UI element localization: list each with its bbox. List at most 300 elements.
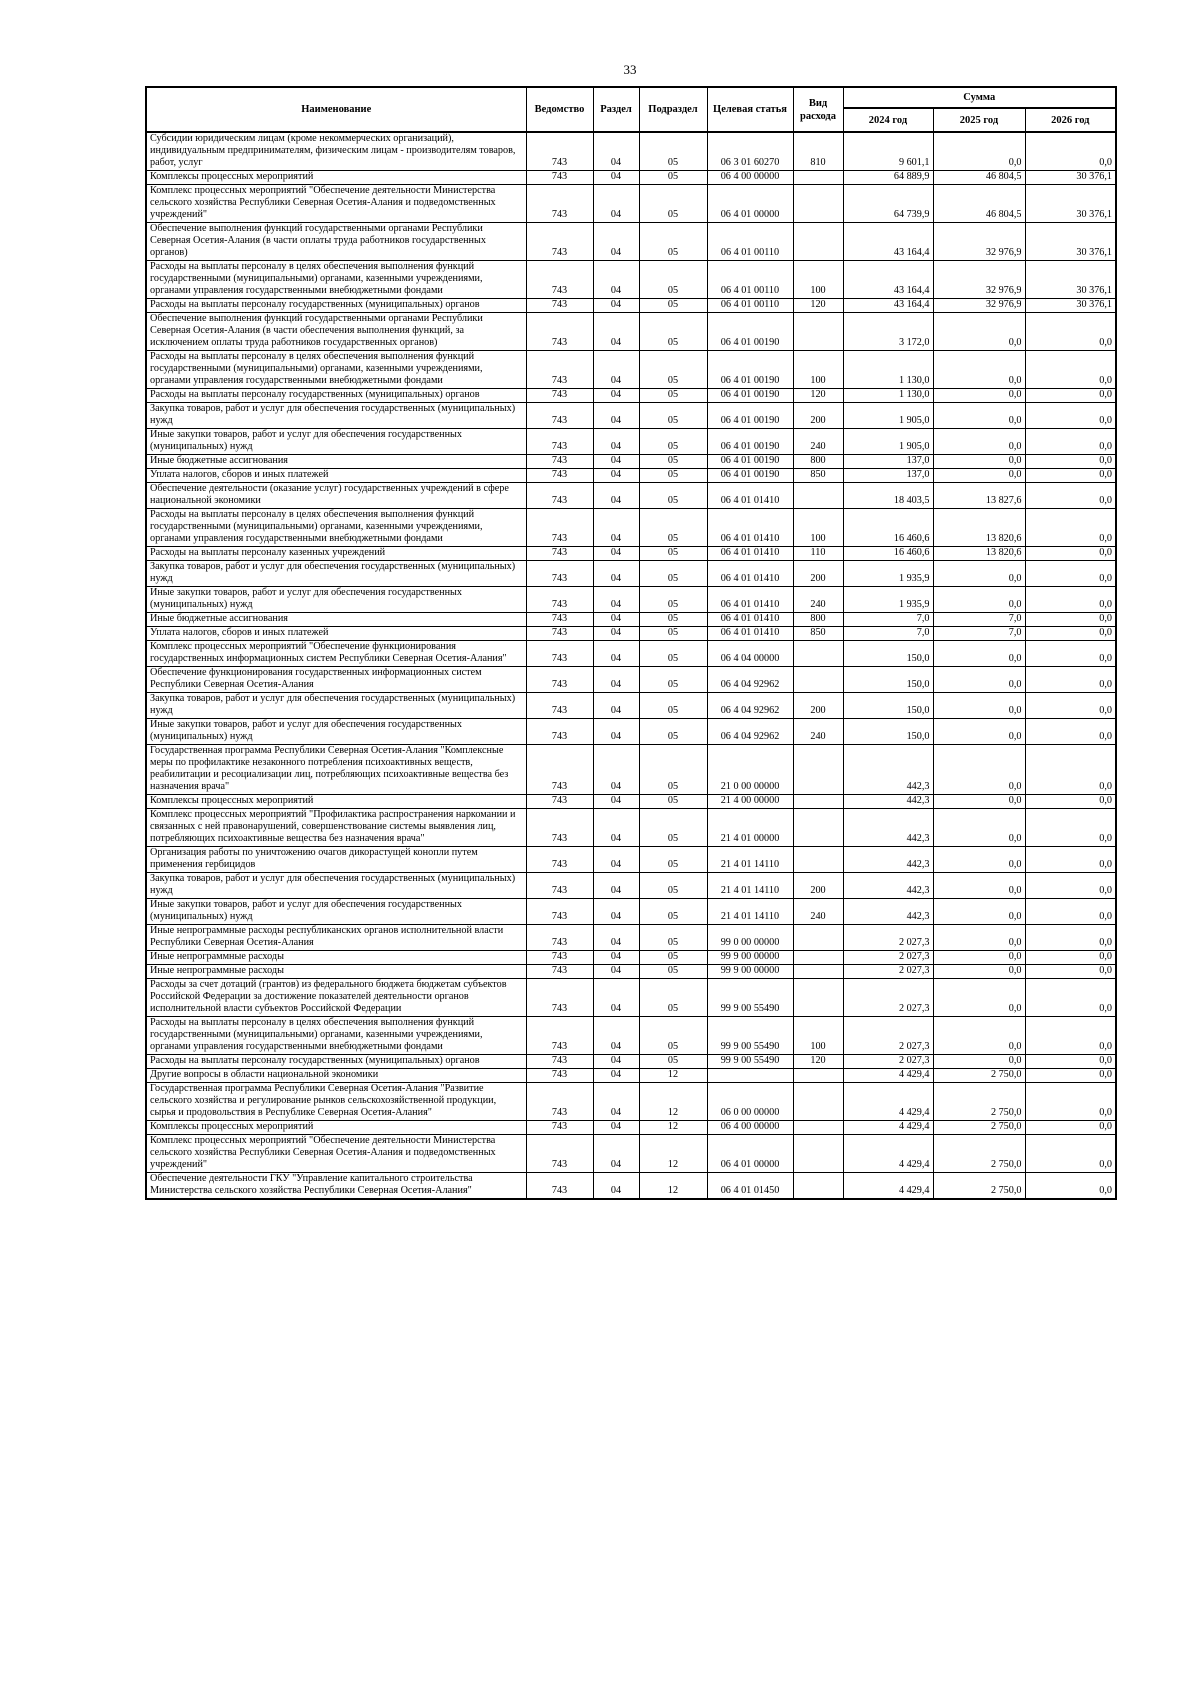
row-sum-2026: 0,0 (1025, 1135, 1116, 1173)
row-vedomstvo: 743 (526, 719, 593, 745)
row-razdel: 04 (593, 627, 639, 641)
table-row (146, 469, 1116, 483)
row-name: Расходы на выплаты персоналу казенных учреждений (146, 547, 526, 561)
row-vedomstvo: 743 (526, 1055, 593, 1069)
row-vid-rashoda: 850 (793, 627, 843, 641)
row-celevaya-statya: 06 4 01 00190 (707, 469, 793, 483)
row-sum-2026: 0,0 (1025, 1173, 1116, 1200)
row-celevaya-statya: 99 9 00 00000 (707, 951, 793, 965)
row-razdel: 04 (593, 1055, 639, 1069)
row-name: Обеспечение функционирования государственных информационных систем Республики Северная Осетия-Алания (146, 667, 526, 693)
row-sum-2025: 32 976,9 (933, 223, 1025, 261)
row-vid-rashoda: 810 (793, 132, 843, 171)
row-podrazdel: 05 (639, 171, 707, 185)
row-vid-rashoda: 200 (793, 403, 843, 429)
row-sum-2024: 16 460,6 (843, 509, 933, 547)
row-sum-2025: 0,0 (933, 351, 1025, 389)
row-razdel: 04 (593, 745, 639, 795)
header-vedomstvo: Ведомство (526, 87, 593, 132)
row-sum-2024: 442,3 (843, 899, 933, 925)
table-row (146, 389, 1116, 403)
row-vid-rashoda (793, 185, 843, 223)
row-celevaya-statya: 06 4 01 00190 (707, 389, 793, 403)
row-sum-2024: 150,0 (843, 693, 933, 719)
header-podrazdel: Подраздел (639, 87, 707, 132)
page-number: 33 (623, 62, 637, 77)
row-name: Комплексы процессных мероприятий (146, 1121, 526, 1135)
row-sum-2026: 0,0 (1025, 132, 1116, 171)
row-sum-2025: 0,0 (933, 389, 1025, 403)
row-sum-2025: 0,0 (933, 951, 1025, 965)
row-sum-2026: 0,0 (1025, 483, 1116, 509)
row-vedomstvo: 743 (526, 979, 593, 1017)
row-razdel: 04 (593, 389, 639, 403)
row-vedomstvo: 743 (526, 873, 593, 899)
row-vedomstvo: 743 (526, 965, 593, 979)
row-name: Закупка товаров, работ и услуг для обеспечения государственных (муниципальных) нужд (146, 561, 526, 587)
row-name: Комплекс процессных мероприятий "Обеспечение деятельности Министерства сельского хозяйства Республики Северная Осетия-Алания и подведомственных учреждений" (146, 185, 526, 223)
row-vedomstvo: 743 (526, 641, 593, 667)
row-name: Обеспечение выполнения функций государственными органами Республики Северная Осетия-Алания (в части обеспечения выполнения функций, за исключением оплаты труда работников государственных органов) (146, 313, 526, 351)
table-row (146, 641, 1116, 667)
row-vedomstvo: 743 (526, 795, 593, 809)
row-name: Иные закупки товаров, работ и услуг для обеспечения государственных (муниципальных) нужд (146, 587, 526, 613)
row-podrazdel: 05 (639, 351, 707, 389)
row-sum-2024: 7,0 (843, 613, 933, 627)
row-podrazdel: 05 (639, 667, 707, 693)
row-podrazdel: 05 (639, 1055, 707, 1069)
row-celevaya-statya: 06 4 01 01450 (707, 1173, 793, 1200)
row-sum-2024: 43 164,4 (843, 223, 933, 261)
row-sum-2025: 2 750,0 (933, 1121, 1025, 1135)
row-celevaya-statya: 06 4 01 00190 (707, 429, 793, 455)
row-sum-2026: 0,0 (1025, 509, 1116, 547)
row-sum-2026: 30 376,1 (1025, 185, 1116, 223)
row-celevaya-statya: 06 4 01 01410 (707, 613, 793, 627)
row-vid-rashoda (793, 667, 843, 693)
row-celevaya-statya: 06 4 00 00000 (707, 1121, 793, 1135)
header-summa: Сумма (843, 87, 1116, 108)
row-name: Расходы на выплаты персоналу государственных (муниципальных) органов (146, 389, 526, 403)
row-podrazdel: 05 (639, 951, 707, 965)
row-vedomstvo: 743 (526, 313, 593, 351)
row-celevaya-statya: 21 0 00 00000 (707, 745, 793, 795)
row-vid-rashoda: 200 (793, 693, 843, 719)
row-sum-2024: 1 935,9 (843, 587, 933, 613)
row-razdel: 04 (593, 667, 639, 693)
row-razdel: 04 (593, 965, 639, 979)
row-vid-rashoda (793, 795, 843, 809)
row-celevaya-statya: 06 4 01 00110 (707, 261, 793, 299)
row-sum-2024: 1 905,0 (843, 403, 933, 429)
row-podrazdel: 05 (639, 561, 707, 587)
row-podrazdel: 05 (639, 719, 707, 745)
row-vid-rashoda (793, 313, 843, 351)
row-celevaya-statya: 06 3 01 60270 (707, 132, 793, 171)
row-sum-2025: 0,0 (933, 1055, 1025, 1069)
row-name: Комплекс процессных мероприятий "Обеспечение деятельности Министерства сельского хозяйства Республики Северная Осетия-Алания и подведомственных учреждений" (146, 1135, 526, 1173)
row-vid-rashoda (793, 979, 843, 1017)
row-podrazdel: 05 (639, 693, 707, 719)
table-row (146, 313, 1116, 351)
row-sum-2024: 2 027,3 (843, 925, 933, 951)
row-vid-rashoda (793, 1121, 843, 1135)
row-razdel: 04 (593, 795, 639, 809)
row-name: Расходы на выплаты персоналу в целях обеспечения выполнения функций государственными (муниципальными) органами, казенными учреждениями, органами управления государственными внебюджетными фондами (146, 261, 526, 299)
table-row (146, 1173, 1116, 1200)
table-row (146, 745, 1116, 795)
row-name: Другие вопросы в области национальной экономики (146, 1069, 526, 1083)
row-vid-rashoda (793, 847, 843, 873)
row-sum-2026: 0,0 (1025, 1055, 1116, 1069)
row-name: Обеспечение выполнения функций государственными органами Республики Северная Осетия-Алания (в части оплаты труда работников государственных органов) (146, 223, 526, 261)
row-podrazdel: 05 (639, 185, 707, 223)
row-sum-2026: 0,0 (1025, 745, 1116, 795)
row-podrazdel: 12 (639, 1069, 707, 1083)
row-razdel: 04 (593, 1121, 639, 1135)
budget-table-body (146, 132, 1116, 1199)
row-podrazdel: 05 (639, 469, 707, 483)
row-name: Комплексы процессных мероприятий (146, 171, 526, 185)
header-year-2026: 2026 год (1025, 108, 1116, 132)
row-sum-2026: 30 376,1 (1025, 171, 1116, 185)
row-vedomstvo: 743 (526, 185, 593, 223)
row-razdel: 04 (593, 171, 639, 185)
row-sum-2026: 0,0 (1025, 795, 1116, 809)
row-name: Уплата налогов, сборов и иных платежей (146, 627, 526, 641)
table-row (146, 587, 1116, 613)
row-razdel: 04 (593, 925, 639, 951)
row-celevaya-statya: 21 4 01 14110 (707, 873, 793, 899)
row-sum-2025: 0,0 (933, 313, 1025, 351)
row-celevaya-statya: 06 4 01 00110 (707, 223, 793, 261)
row-vid-rashoda: 100 (793, 261, 843, 299)
row-sum-2026: 0,0 (1025, 693, 1116, 719)
row-name: Расходы за счет дотаций (грантов) из федерального бюджета бюджетам субъектов Российской Федерации за достижение показателей деятельности органов исполнительной власти субъектов Российской Федерации (146, 979, 526, 1017)
row-celevaya-statya: 06 4 04 92962 (707, 693, 793, 719)
table-row (146, 667, 1116, 693)
row-sum-2026: 0,0 (1025, 455, 1116, 469)
row-razdel: 04 (593, 1069, 639, 1083)
row-vedomstvo: 743 (526, 1017, 593, 1055)
row-sum-2025: 0,0 (933, 641, 1025, 667)
row-vedomstvo: 743 (526, 351, 593, 389)
row-celevaya-statya (707, 1069, 793, 1083)
table-row (146, 429, 1116, 455)
row-podrazdel: 05 (639, 627, 707, 641)
row-podrazdel: 05 (639, 313, 707, 351)
row-sum-2025: 0,0 (933, 795, 1025, 809)
row-name: Расходы на выплаты персоналу государственных (муниципальных) органов (146, 1055, 526, 1069)
row-sum-2024: 1 130,0 (843, 351, 933, 389)
row-sum-2026: 0,0 (1025, 469, 1116, 483)
row-sum-2024: 2 027,3 (843, 951, 933, 965)
row-vedomstvo: 743 (526, 951, 593, 965)
row-sum-2025: 0,0 (933, 429, 1025, 455)
row-celevaya-statya: 06 4 01 01410 (707, 587, 793, 613)
row-sum-2024: 9 601,1 (843, 132, 933, 171)
row-vid-rashoda (793, 171, 843, 185)
row-sum-2024: 442,3 (843, 809, 933, 847)
row-podrazdel: 05 (639, 587, 707, 613)
row-sum-2026: 0,0 (1025, 979, 1116, 1017)
row-podrazdel: 05 (639, 925, 707, 951)
row-vedomstvo: 743 (526, 299, 593, 313)
row-celevaya-statya: 06 4 01 00000 (707, 1135, 793, 1173)
row-vedomstvo: 743 (526, 223, 593, 261)
table-row (146, 455, 1116, 469)
row-vedomstvo: 743 (526, 561, 593, 587)
row-sum-2024: 3 172,0 (843, 313, 933, 351)
row-vedomstvo: 743 (526, 847, 593, 873)
row-sum-2025: 7,0 (933, 613, 1025, 627)
row-razdel: 04 (593, 351, 639, 389)
row-name: Комплексы процессных мероприятий (146, 795, 526, 809)
row-sum-2024: 150,0 (843, 641, 933, 667)
row-celevaya-statya: 99 9 00 55490 (707, 1017, 793, 1055)
row-vedomstvo: 743 (526, 809, 593, 847)
row-podrazdel: 05 (639, 261, 707, 299)
table-row (146, 899, 1116, 925)
row-razdel: 04 (593, 403, 639, 429)
row-vid-rashoda: 240 (793, 429, 843, 455)
row-vid-rashoda (793, 1069, 843, 1083)
table-row (146, 627, 1116, 641)
row-podrazdel: 05 (639, 847, 707, 873)
row-sum-2024: 442,3 (843, 847, 933, 873)
row-razdel: 04 (593, 429, 639, 455)
row-razdel: 04 (593, 899, 639, 925)
row-podrazdel: 12 (639, 1135, 707, 1173)
row-vid-rashoda: 800 (793, 455, 843, 469)
table-row (146, 979, 1116, 1017)
row-vid-rashoda (793, 951, 843, 965)
row-sum-2026: 0,0 (1025, 965, 1116, 979)
row-vid-rashoda (793, 809, 843, 847)
row-name: Иные бюджетные ассигнования (146, 613, 526, 627)
table-row (146, 809, 1116, 847)
row-name: Уплата налогов, сборов и иных платежей (146, 469, 526, 483)
row-vid-rashoda (793, 965, 843, 979)
row-podrazdel: 05 (639, 1017, 707, 1055)
row-celevaya-statya: 06 4 00 00000 (707, 171, 793, 185)
table-row (146, 185, 1116, 223)
row-sum-2026: 0,0 (1025, 547, 1116, 561)
header-vid-rashoda: Вид расхода (793, 87, 843, 132)
row-sum-2026: 0,0 (1025, 1017, 1116, 1055)
row-name: Закупка товаров, работ и услуг для обеспечения государственных (муниципальных) нужд (146, 693, 526, 719)
row-name: Иные непрограммные расходы (146, 965, 526, 979)
row-sum-2026: 0,0 (1025, 613, 1116, 627)
header-name: Наименование (146, 87, 526, 132)
row-vedomstvo: 743 (526, 1121, 593, 1135)
row-vedomstvo: 743 (526, 547, 593, 561)
row-sum-2024: 150,0 (843, 719, 933, 745)
row-sum-2025: 13 820,6 (933, 509, 1025, 547)
row-vedomstvo: 743 (526, 171, 593, 185)
row-vid-rashoda: 800 (793, 613, 843, 627)
row-vid-rashoda: 200 (793, 561, 843, 587)
row-celevaya-statya: 99 9 00 55490 (707, 979, 793, 1017)
row-sum-2026: 0,0 (1025, 809, 1116, 847)
row-podrazdel: 05 (639, 455, 707, 469)
table-row (146, 509, 1116, 547)
row-razdel: 04 (593, 979, 639, 1017)
row-podrazdel: 12 (639, 1121, 707, 1135)
row-vedomstvo: 743 (526, 899, 593, 925)
row-podrazdel: 05 (639, 547, 707, 561)
header-razdel: Раздел (593, 87, 639, 132)
row-vid-rashoda: 110 (793, 547, 843, 561)
row-razdel: 04 (593, 223, 639, 261)
row-podrazdel: 05 (639, 873, 707, 899)
row-sum-2025: 0,0 (933, 1017, 1025, 1055)
row-celevaya-statya: 06 4 01 00110 (707, 299, 793, 313)
row-name: Иные закупки товаров, работ и услуг для обеспечения государственных (муниципальных) нужд (146, 429, 526, 455)
row-podrazdel: 05 (639, 223, 707, 261)
row-podrazdel: 05 (639, 965, 707, 979)
row-vid-rashoda: 120 (793, 299, 843, 313)
row-vedomstvo: 743 (526, 1135, 593, 1173)
row-sum-2024: 4 429,4 (843, 1121, 933, 1135)
row-sum-2026: 0,0 (1025, 403, 1116, 429)
row-sum-2026: 0,0 (1025, 351, 1116, 389)
row-name: Расходы на выплаты персоналу в целях обеспечения выполнения функций государственными (муниципальными) органами, казенными учреждениями, органами управления государственными внебюджетными фондами (146, 1017, 526, 1055)
row-sum-2026: 0,0 (1025, 667, 1116, 693)
row-celevaya-statya: 06 4 01 01410 (707, 547, 793, 561)
row-sum-2026: 0,0 (1025, 925, 1116, 951)
row-vid-rashoda (793, 745, 843, 795)
row-celevaya-statya: 21 4 01 00000 (707, 809, 793, 847)
row-vid-rashoda (793, 483, 843, 509)
row-sum-2025: 0,0 (933, 455, 1025, 469)
row-celevaya-statya: 06 4 01 00190 (707, 403, 793, 429)
row-razdel: 04 (593, 641, 639, 667)
row-sum-2025: 0,0 (933, 667, 1025, 693)
row-podrazdel: 05 (639, 403, 707, 429)
table-row (146, 1121, 1116, 1135)
row-vedomstvo: 743 (526, 509, 593, 547)
row-vid-rashoda: 240 (793, 719, 843, 745)
row-razdel: 04 (593, 455, 639, 469)
row-vedomstvo: 743 (526, 483, 593, 509)
row-razdel: 04 (593, 873, 639, 899)
row-sum-2024: 150,0 (843, 667, 933, 693)
row-razdel: 04 (593, 1173, 639, 1200)
row-celevaya-statya: 06 4 01 01410 (707, 509, 793, 547)
row-razdel: 04 (593, 1135, 639, 1173)
row-podrazdel: 05 (639, 613, 707, 627)
row-sum-2024: 4 429,4 (843, 1173, 933, 1200)
row-sum-2025: 13 827,6 (933, 483, 1025, 509)
row-name: Организация работы по уничтожению очагов дикорастущей конопли путем применения гербицидов (146, 847, 526, 873)
row-vid-rashoda (793, 223, 843, 261)
row-sum-2025: 2 750,0 (933, 1173, 1025, 1200)
row-razdel: 04 (593, 951, 639, 965)
row-sum-2025: 0,0 (933, 719, 1025, 745)
row-sum-2026: 0,0 (1025, 719, 1116, 745)
row-sum-2024: 442,3 (843, 745, 933, 795)
row-celevaya-statya: 06 4 01 00190 (707, 351, 793, 389)
row-sum-2025: 0,0 (933, 403, 1025, 429)
table-row (146, 965, 1116, 979)
row-sum-2025: 32 976,9 (933, 261, 1025, 299)
table-row (146, 1083, 1116, 1121)
row-sum-2025: 0,0 (933, 979, 1025, 1017)
row-celevaya-statya: 06 4 01 01410 (707, 627, 793, 641)
row-celevaya-statya: 06 4 01 01410 (707, 483, 793, 509)
row-name: Государственная программа Республики Северная Осетия-Алания "Комплексные меры по профилактике незаконного потребления психоактивных веществ, реабилитации и ресоциализации лиц, потребляющих психоактивные вещества без назначения врача" (146, 745, 526, 795)
row-sum-2024: 43 164,4 (843, 299, 933, 313)
row-name: Иные непрограммные расходы (146, 951, 526, 965)
row-razdel: 04 (593, 547, 639, 561)
row-sum-2026: 0,0 (1025, 389, 1116, 403)
row-razdel: 04 (593, 587, 639, 613)
row-razdel: 04 (593, 313, 639, 351)
row-sum-2024: 2 027,3 (843, 979, 933, 1017)
row-sum-2024: 442,3 (843, 873, 933, 899)
row-celevaya-statya: 06 4 01 00000 (707, 185, 793, 223)
row-vid-rashoda: 240 (793, 587, 843, 613)
row-name: Комплекс процессных мероприятий "Профилактика распространения наркомании и связанных с ней правонарушений, совершенствование системы выявления лиц, потребляющих психоактивные вещества без назначения врача" (146, 809, 526, 847)
row-podrazdel: 05 (639, 429, 707, 455)
row-sum-2024: 1 130,0 (843, 389, 933, 403)
row-sum-2026: 0,0 (1025, 641, 1116, 667)
row-vid-rashoda: 100 (793, 351, 843, 389)
row-razdel: 04 (593, 299, 639, 313)
row-sum-2025: 0,0 (933, 809, 1025, 847)
row-vedomstvo: 743 (526, 1083, 593, 1121)
row-vedomstvo: 743 (526, 613, 593, 627)
row-razdel: 04 (593, 693, 639, 719)
row-name: Расходы на выплаты персоналу в целях обеспечения выполнения функций государственными (муниципальными) органами, казенными учреждениями, органами управления государственными внебюджетными фондами (146, 351, 526, 389)
row-sum-2025: 0,0 (933, 925, 1025, 951)
row-podrazdel: 05 (639, 299, 707, 313)
table-row (146, 403, 1116, 429)
row-sum-2024: 16 460,6 (843, 547, 933, 561)
row-vedomstvo: 743 (526, 469, 593, 483)
row-sum-2026: 0,0 (1025, 1121, 1116, 1135)
row-vid-rashoda: 850 (793, 469, 843, 483)
row-podrazdel: 12 (639, 1083, 707, 1121)
row-sum-2025: 0,0 (933, 587, 1025, 613)
row-sum-2025: 0,0 (933, 469, 1025, 483)
table-row (146, 351, 1116, 389)
row-sum-2026: 30 376,1 (1025, 299, 1116, 313)
row-name: Иные закупки товаров, работ и услуг для обеспечения государственных (муниципальных) нужд (146, 719, 526, 745)
row-razdel: 04 (593, 185, 639, 223)
row-celevaya-statya: 99 0 00 00000 (707, 925, 793, 951)
row-podrazdel: 05 (639, 809, 707, 847)
row-sum-2024: 2 027,3 (843, 965, 933, 979)
table-row (146, 795, 1116, 809)
row-vid-rashoda: 240 (793, 899, 843, 925)
row-name: Субсидии юридическим лицам (кроме некоммерческих организаций), индивидуальным предпринимателям, физическим лицам - производителям товаров, работ, услуг (146, 132, 526, 171)
row-sum-2024: 137,0 (843, 469, 933, 483)
row-sum-2026: 0,0 (1025, 627, 1116, 641)
row-razdel: 04 (593, 261, 639, 299)
row-celevaya-statya: 06 0 00 00000 (707, 1083, 793, 1121)
row-sum-2025: 0,0 (933, 132, 1025, 171)
table-row (146, 1055, 1116, 1069)
row-sum-2025: 2 750,0 (933, 1135, 1025, 1173)
table-row (146, 561, 1116, 587)
header-year-2025: 2025 год (933, 108, 1025, 132)
row-vid-rashoda (793, 641, 843, 667)
row-sum-2026: 0,0 (1025, 561, 1116, 587)
row-sum-2024: 7,0 (843, 627, 933, 641)
row-sum-2025: 2 750,0 (933, 1069, 1025, 1083)
